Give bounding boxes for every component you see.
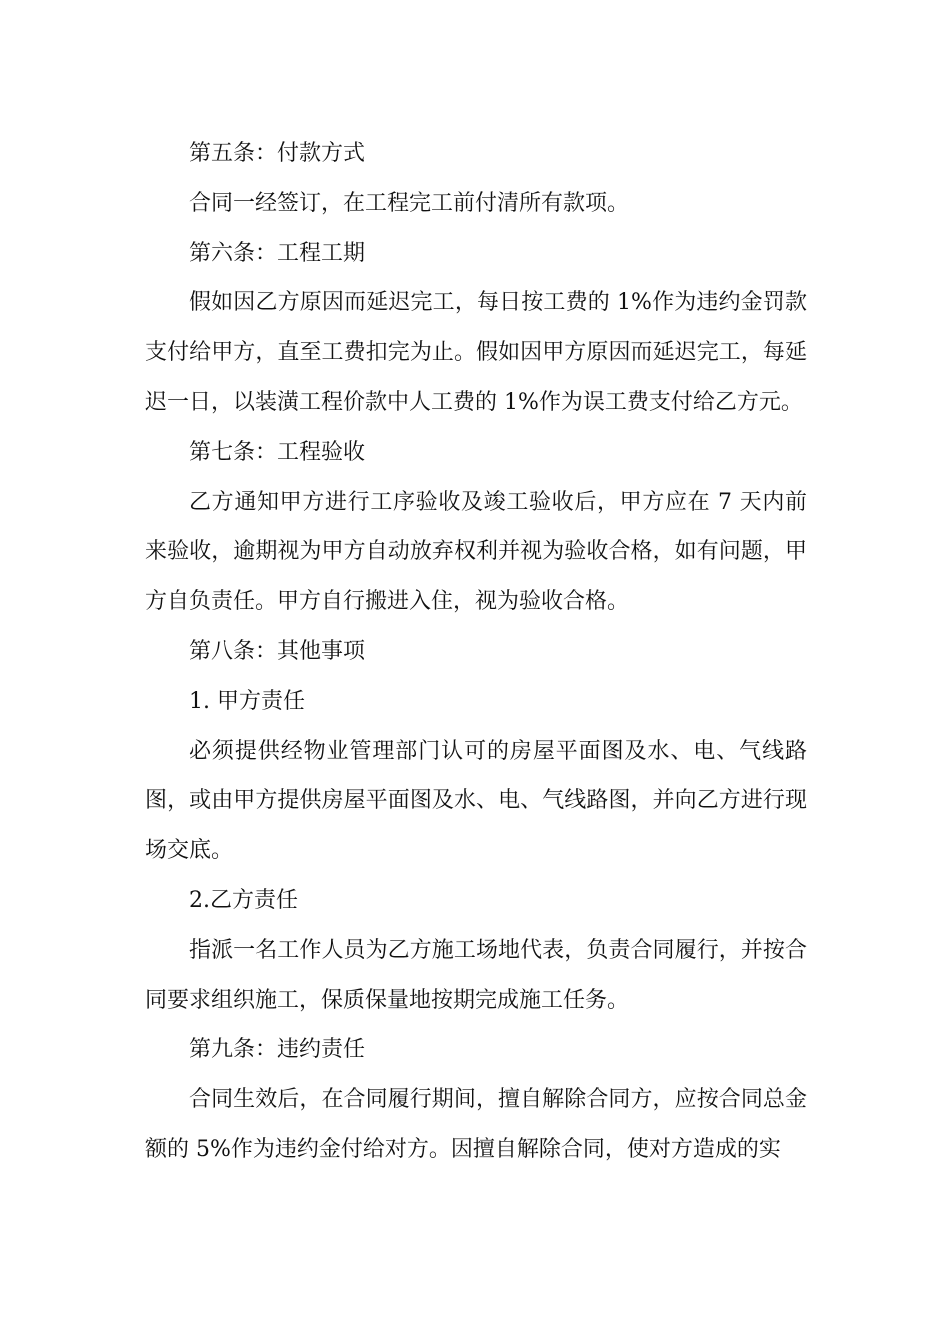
article-9-body: 合同生效后，在合同履行期间，擅自解除合同方，应按合同总金额的 5%作为违约金付给对方。因擅自解除合同，使对方造成的实 <box>145 1087 807 1162</box>
article-6-heading: 第六条：工程工期 <box>189 240 366 266</box>
party-a-responsibility-body: 必须提供经物业管理部门认可的房屋平面图及水、电、气线路图，或由甲方提供房屋平面图及水、电、气线路图，并向乙方进行现场交底。 <box>145 738 807 864</box>
article-9-heading: 第九条：违约责任 <box>189 1037 366 1063</box>
article-7-body: 乙方通知甲方进行工序验收及竣工验收后，甲方应在 7 天内前来验收，逾期视为甲方自动放弃权利并视为验收合格，如有问题，甲方自负责任。甲方自行搬进入住，视为验收合格。 <box>145 489 807 615</box>
article-5-heading: 第五条：付款方式 <box>189 141 366 166</box>
party-b-responsibility-body: 指派一名工作人员为乙方施工场地代表，负责合同履行，并按合同要求组织施工，保质保量地按期完成施工任务。 <box>145 937 807 1013</box>
article-8-heading: 第八条：其他事项 <box>189 638 366 664</box>
article-5-body: 合同一经签订，在工程完工前付清所有款项。 <box>189 190 630 216</box>
article-7-heading: 第七条：工程验收 <box>189 439 366 465</box>
party-b-responsibility-heading: 2.乙方责任 <box>189 887 298 913</box>
article-6-body: 假如因乙方原因而延迟完工，每日按工费的 1%作为违约金罚款支付给甲方，直至工费扣完为止。假如因甲方原因而延迟完工，每延迟一日，以装潢工程价款中人工费的 1%作为误工费支付给乙方元。 <box>145 290 807 415</box>
party-a-responsibility-heading: 1. 甲方责任 <box>189 688 305 714</box>
document-page <box>145 129 807 1175</box>
